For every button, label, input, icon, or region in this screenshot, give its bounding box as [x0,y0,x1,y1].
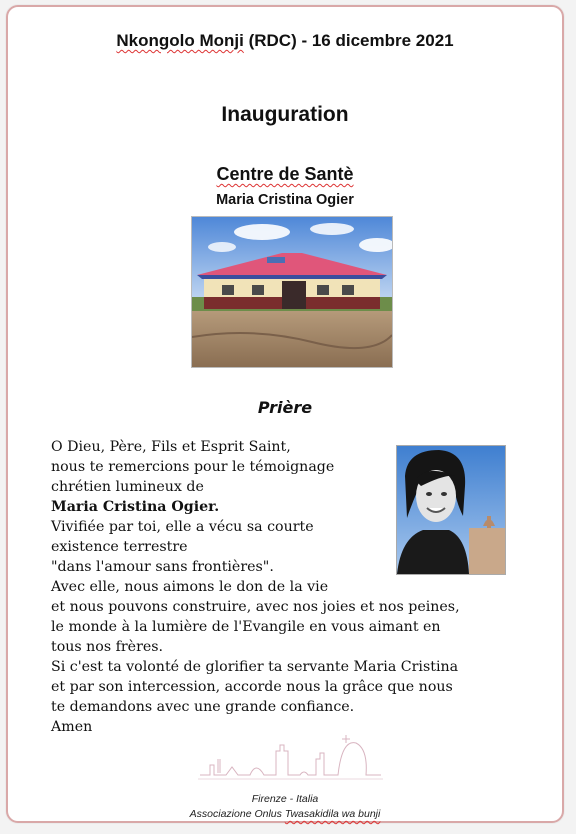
prayer-line: tous nos frères. [51,639,164,655]
footer-assoc-name: Twasakidila wa bunji [284,808,381,820]
center-dedication: Maria Cristina Ogier [216,192,354,208]
prayer-line-amen: Amen [51,719,93,735]
prayer-line-name: Maria Cristina Ogier. [51,499,220,515]
florence-skyline-drawing [198,729,383,781]
prayer-line: le monde à la lumière de l'Evangile en vous aimant en [51,619,441,635]
event-header [8,31,562,51]
prayer-line: Vivifiée par toi, elle a vécu sa courte [51,519,314,535]
prayer-line: chrétien lumineux de [51,479,204,495]
prayer-line: Si c'est ta volonté de glorifier ta servante Maria Cristina [51,659,459,675]
prayer-line: "dans l'amour sans frontières". [51,559,274,575]
prayer-title: Prière [257,398,313,417]
flyer-card [6,5,564,823]
page-title: Inauguration [221,103,349,126]
header-rest: (RDC) - 16 dicembre 2021 [243,31,454,50]
portrait-photo [396,445,506,575]
building-illustration [192,217,392,367]
center-name: Centre de Santè [216,164,354,184]
portrait-illustration [397,446,505,574]
prayer-line: te demandons avec une grande confiance. [51,699,355,715]
skyline-icon [198,729,383,781]
prayer-line: et par son intercession, accorde nous la grâce que nous [51,679,453,695]
footer-association [8,808,562,820]
prayer-line: Avec elle, nous aimons le don de la vie [51,579,329,595]
footer-assoc-prefix: Associazione Onlus [189,808,285,820]
header-place: Nkongolo Monji [116,31,244,50]
footer-city: Firenze - Italia [251,793,319,805]
prayer-line: existence terrestre [51,539,188,555]
prayer-line: nous te remercions pour le témoignage [51,459,335,475]
prayer-line: et nous pouvons construire, avec nos joies et nos peines, [51,599,460,615]
health-center-photo [191,216,393,368]
prayer-line: O Dieu, Père, Fils et Esprit Saint, [51,439,291,455]
